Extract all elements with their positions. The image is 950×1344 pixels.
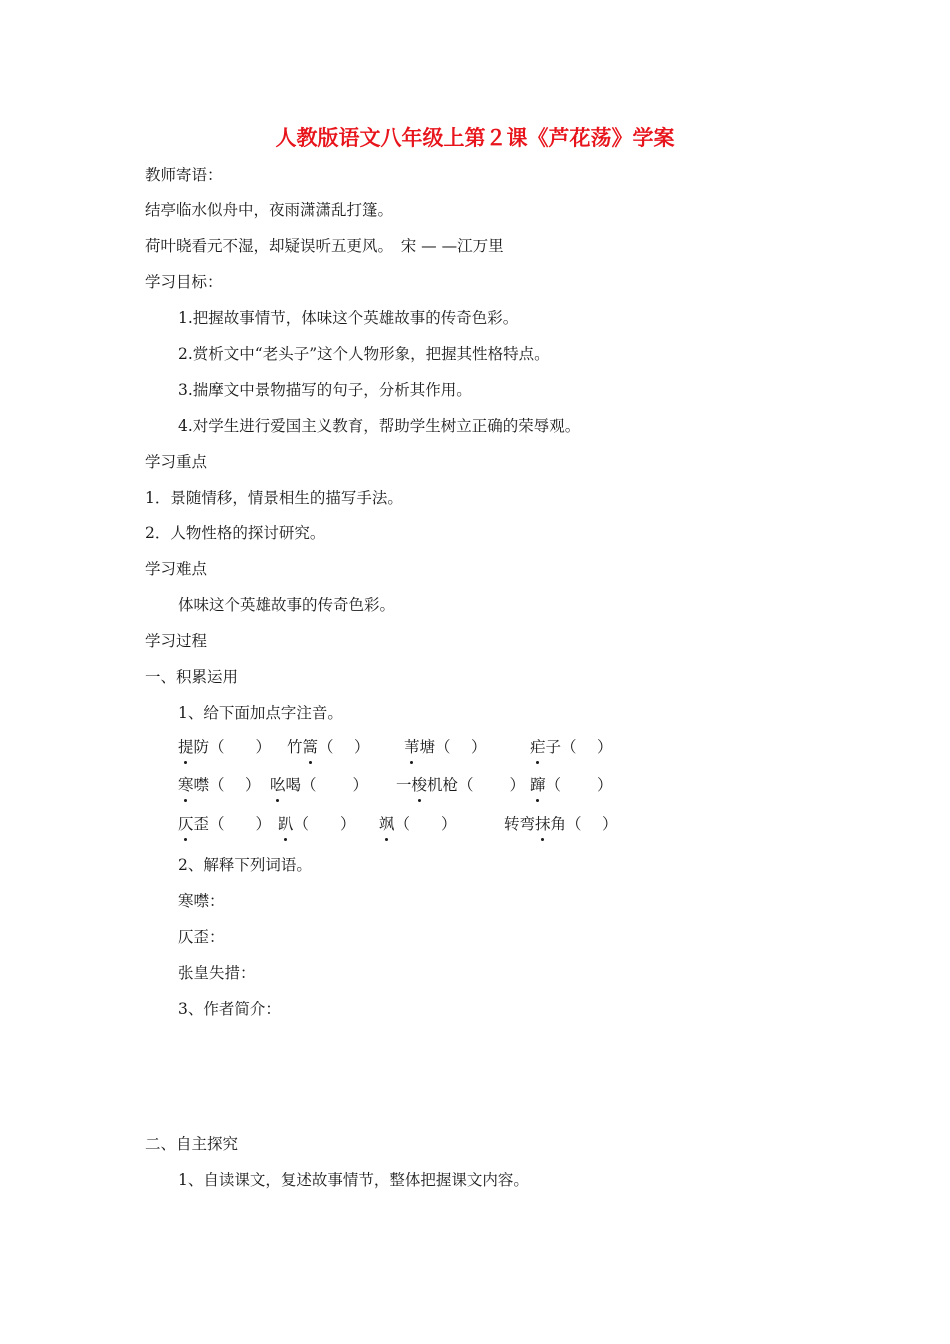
pinyin-item: 一梭机枪（ ） bbox=[396, 776, 525, 794]
dotted-char: 吆 bbox=[270, 776, 286, 794]
dotted-char: 疟 bbox=[530, 738, 546, 756]
pinyin-item: 疟子（ ） bbox=[530, 738, 613, 756]
vocab-word: 寒噤： bbox=[178, 892, 225, 910]
question-3: 3、作者简介： bbox=[178, 1000, 281, 1018]
pinyin-item: 蹿（ ） bbox=[530, 776, 613, 794]
pinyin-item: 苇塘（ ） bbox=[404, 738, 487, 756]
dotted-char: 飒 bbox=[379, 815, 395, 833]
dotted-char: 蹿 bbox=[530, 776, 546, 794]
goals-label: 学习目标： bbox=[145, 273, 223, 291]
goal-item: 4.对学生进行爱国主义教育，帮助学生树立正确的荣辱观。 bbox=[178, 417, 581, 435]
key-point: 1．景随情移，情景相生的描写手法。 bbox=[145, 489, 403, 507]
dotted-char: 抹 bbox=[535, 815, 551, 833]
vocab-word: 仄歪： bbox=[178, 928, 225, 946]
vocab-word: 张皇失措： bbox=[178, 964, 256, 982]
pinyin-item: 提防（ ） bbox=[178, 738, 272, 756]
dotted-char: 寒 bbox=[178, 776, 194, 794]
page-title: 人教版语文八年级上第２课《芦花荡》学案 bbox=[275, 126, 675, 150]
pinyin-item: 竹篙（ ） bbox=[287, 738, 370, 756]
question-4: 1、自读课文，复述故事情节，整体把握课文内容。 bbox=[178, 1171, 529, 1189]
section-heading: 二、自主探究 bbox=[145, 1135, 239, 1153]
question-2: 2、解释下列词语。 bbox=[178, 856, 312, 874]
poem-line-2: 荷叶晓看元不湿，却疑误听五更风。 宋 — —江万里 bbox=[145, 237, 504, 255]
process-label: 学习过程 bbox=[145, 632, 208, 650]
goal-item: 2.赏析文中“老头子”这个人物形象，把握其性格特点。 bbox=[178, 345, 550, 363]
pinyin-item: 转弯抹角（ ） bbox=[504, 815, 618, 833]
section-heading: 一、积累运用 bbox=[145, 668, 239, 686]
question-1: 1、给下面加点字注音。 bbox=[178, 704, 343, 722]
poem-line-1: 结亭临水似舟中，夜雨潇潇乱打篷。 bbox=[145, 201, 394, 219]
pinyin-item: 仄歪（ ） bbox=[178, 815, 272, 833]
pinyin-item: 吆喝（ ） bbox=[270, 776, 368, 794]
dotted-char: 仄 bbox=[178, 815, 194, 833]
pinyin-item: 寒噤（ ） bbox=[178, 776, 261, 794]
dotted-char: 篙 bbox=[302, 738, 319, 756]
difficulty-text: 体味这个英雄故事的传奇色彩。 bbox=[178, 596, 396, 614]
goal-item: 3.揣摩文中景物描写的句子，分析其作用。 bbox=[178, 381, 472, 399]
goal-item: 1.把握故事情节，体味这个英雄故事的传奇色彩。 bbox=[178, 309, 519, 327]
pinyin-item: 飒（ ） bbox=[379, 815, 457, 833]
dotted-char: 苇 bbox=[404, 738, 420, 756]
pinyin-item: 趴（ ） bbox=[278, 815, 356, 833]
difficulty-label: 学习难点 bbox=[145, 560, 208, 578]
key-point: 2．人物性格的探讨研究。 bbox=[145, 524, 326, 542]
dotted-char: 趴 bbox=[278, 815, 294, 833]
dotted-char: 提 bbox=[178, 738, 194, 756]
teacher-label: 教师寄语： bbox=[145, 166, 223, 184]
dotted-char: 梭 bbox=[411, 776, 428, 794]
key-label: 学习重点 bbox=[145, 453, 208, 471]
